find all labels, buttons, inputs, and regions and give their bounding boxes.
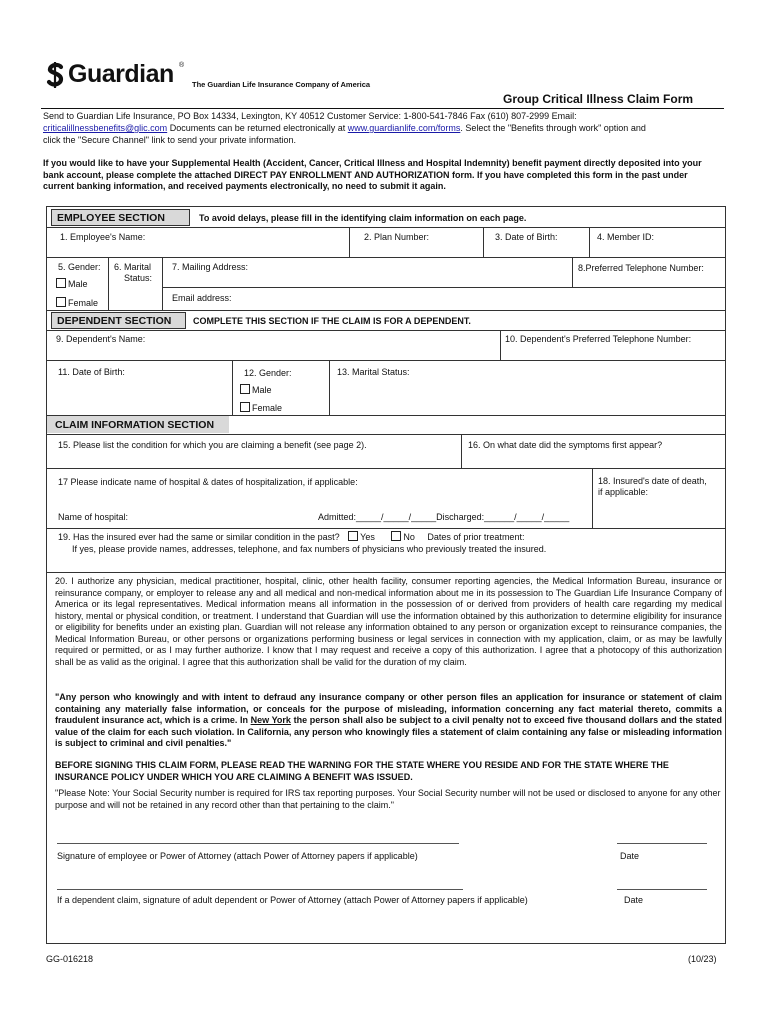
checkbox-icon[interactable]: [240, 402, 250, 412]
row-rule: [46, 468, 726, 469]
prior-no-checkbox[interactable]: No: [391, 532, 415, 542]
admitted-discharged-line: Admitted:_____/_____/_____Discharged:______/_____/_____: [318, 512, 570, 522]
divider: [483, 227, 484, 257]
member-id-label: 4. Member ID:: [597, 232, 655, 242]
secure-channel-text: click the "Secure Channel" link to send your private information.: [43, 135, 297, 145]
female-label: Female: [68, 298, 99, 308]
condition-label: 15. Please list the condition for which you are claiming a benefit (see page 2).: [58, 440, 367, 450]
logo-registered: ®: [179, 62, 185, 69]
checkbox-icon[interactable]: [56, 278, 66, 288]
prior-yes-checkbox[interactable]: Yes: [348, 532, 375, 542]
row-rule: [46, 434, 726, 435]
date-label: Date: [620, 851, 640, 861]
female-checkbox[interactable]: [56, 297, 98, 308]
divider: [108, 257, 109, 310]
gender-label: 5. Gender:: [58, 262, 101, 272]
dependent-gender-label: 12. Gender:: [244, 368, 292, 378]
employee-section-note: To avoid delays, please fill in the identifying claim information on each page.: [199, 213, 527, 223]
dependent-name-label: 9. Dependent's Name:: [56, 334, 146, 344]
claim-section-header: [47, 416, 229, 433]
checkbox-icon[interactable]: [56, 297, 66, 307]
date-line[interactable]: [617, 889, 707, 890]
dependent-section-title: DEPENDENT SECTION: [57, 315, 172, 327]
dependent-marital-label: 13. Marital Status:: [337, 367, 410, 377]
employee-section-title: EMPLOYEE SECTION: [57, 212, 165, 224]
logo-wordmark: Guardian: [68, 60, 174, 88]
claim-section-title: CLAIM INFORMATION SECTION: [55, 419, 215, 431]
dependent-section-note: COMPLETE THIS SECTION IF THE CLAIM IS FOR A DEPENDENT.: [193, 316, 471, 326]
claim-email-link[interactable]: criticalillnessbenefits@glic.com: [43, 123, 168, 133]
plan-number-label: 2. Plan Number:: [364, 232, 430, 242]
marital-status-label: 6. Marital Status:: [114, 262, 153, 283]
dependent-phone-label: 10. Dependent's Preferred Telephone Number:: [505, 334, 692, 344]
send-to-line: Send to Guardian Life Insurance, PO Box 14334, Lexington, KY 40512 Customer Service: 1-800-541-7846 Fax (610) 807-2999 Email:: [43, 111, 577, 121]
divider: [461, 434, 462, 468]
dependent-signature-line[interactable]: [57, 889, 463, 890]
date-line[interactable]: [617, 843, 707, 844]
death-date-label: 18. Insured's date of death, if applicable:: [598, 476, 707, 497]
state-warning: BEFORE SIGNING THIS CLAIM FORM, PLEASE READ THE WARNING FOR THE STATE WHERE YOU RESIDE AND FOR THE STATE WHERE THE INSURANCE POLICY UNDER WHICH YOU ARE CLAIMING A BENEFIT WAS ISSUED.: [55, 760, 669, 782]
male-checkbox[interactable]: [56, 278, 88, 289]
male-label: Male: [68, 279, 88, 289]
row-rule: [46, 360, 726, 361]
row-rule: [46, 528, 726, 529]
dependent-female-checkbox[interactable]: [240, 402, 282, 413]
guardian-logo-icon: [46, 62, 66, 88]
employee-signature-line[interactable]: [57, 843, 459, 844]
checkbox-icon[interactable]: [240, 384, 250, 394]
row-rule: [46, 227, 726, 228]
forms-link[interactable]: www.guardianlife.com/forms: [347, 123, 461, 133]
intro-line-2: [43, 123, 646, 133]
prior-treatment-label: Dates of prior treatment:: [427, 532, 525, 542]
title-rule: [41, 108, 724, 109]
employee-section-header: [51, 209, 190, 226]
ssn-note: "Please Note: Your Social Security number is required for IRS tax reporting purposes. Your Social Security number will not be used or disclosed to anyone for any other purpose and will not be retained in any record other than that pertaining to the claim.": [55, 788, 721, 810]
row-rule: [46, 572, 726, 573]
divider: [232, 360, 233, 415]
direct-deposit-notice: If you would like to have your Supplemental Health (Accident, Cancer, Critical Illness and Hospital Indemnity) benefit payment directly deposited into your bank account, please complete the attached DIRECT PAY ENROLLMENT AND AUTHORIZATION form. If you have completed this form in the past under current banking information, and received payments electronically, no need to submit it again.: [43, 158, 702, 191]
dependent-signature-label: If a dependent claim, signature of adult dependent or Power of Attorney (attach Power of Attorney papers if applicable): [57, 895, 528, 905]
employee-name-label: 1. Employee's Name:: [60, 232, 146, 242]
row-rule: [162, 287, 726, 288]
company-name: The Guardian Life Insurance Company of America: [192, 80, 371, 89]
dependent-male-checkbox[interactable]: [240, 384, 272, 395]
hospital-dates-label: 17 Please indicate name of hospital & dates of hospitalization, if applicable:: [58, 477, 358, 487]
hospital-name-label: Name of hospital:: [58, 512, 129, 522]
male-label: Male: [252, 385, 272, 395]
dependent-section-header: [51, 312, 186, 329]
form-version: (10/23): [688, 954, 717, 964]
divider: [329, 360, 330, 415]
dependent-dob-label: 11. Date of Birth:: [58, 367, 125, 377]
divider: [500, 330, 501, 360]
divider: [592, 468, 593, 528]
female-label: Female: [252, 403, 283, 413]
fraud-warning: "Any person who knowingly and with intent to defraud any insurance company or other person files an application for insurance or statement of claim containing any materially false information, or conceals for the purpose of misleading, information concerning any fact material thereto, commits a fraudulent insurance act, which is a crime. In New York the person shall also be subject to a civil penalty not to exceed five thousand dollars and the stated value of the claim for each such violation. In California, any person who knowingly files a statement of claim containing any false or misleading information is subject to criminal and civil penalties.": [55, 692, 723, 748]
row-rule: [46, 310, 726, 311]
mailing-address-label: 7. Mailing Address:: [172, 262, 249, 272]
checkbox-icon[interactable]: [348, 531, 358, 541]
divider: [589, 227, 590, 257]
checkbox-icon[interactable]: [391, 531, 401, 541]
docs-text: Documents can be returned electronically at: [167, 123, 348, 133]
date-label: Date: [624, 895, 644, 905]
form-title: Group Critical Illness Claim Form: [503, 92, 694, 106]
select-text: . Select the "Benefits through work" option and: [460, 123, 646, 133]
row-rule: [46, 257, 726, 258]
authorization-text: 20. I authorize any physician, medical practitioner, hospital, clinic, other health facility, consumer reporting agencies, the Medical Information Bureau, insurance or reinsurance company, or employer to release any and all medical and non-medical information about me in its possession to The Guardian Life Insurance Company of America or its legal representatives. Medical information means all information in the possession of or derived from providers of health care regarding my medical history, mental or physical condition, or treatment. I understand that Guardian will use the information obtained by this authorization to determine eligibility for insurance or eligibility for benefits under an existing plan. Guardian will not release any information obtained to any person or organization except to reinsurance companies, the Medical Information Bureau, or other persons or organizations performing business or legal services in connection with my application, claim, or as may be lawfully required or permitted, or as I may further authorize. I know that I may request and receive a copy of this authorization. I agree that a photocopy of this authorization shall be as valid as the original. I agree that this authorization shall be valid for the duration of my claim.: [55, 576, 722, 667]
divider: [349, 227, 350, 257]
physicians-instruction: If yes, please provide names, addresses, telephone, and fax numbers of physicians who previously treated the insured.: [72, 544, 547, 554]
divider: [572, 257, 573, 287]
phone-label: 8.Preferred Telephone Number:: [578, 263, 704, 273]
row-rule: [46, 330, 726, 331]
employee-signature-label: Signature of employee or Power of Attorney (attach Power of Attorney papers if applicable): [57, 851, 418, 861]
divider: [162, 257, 163, 310]
symptoms-date-label: 16. On what date did the symptoms first appear?: [468, 440, 663, 450]
employee-dob-label: 3. Date of Birth:: [495, 232, 558, 242]
email-address-label: Email address:: [172, 293, 232, 303]
form-id: GG-016218: [46, 954, 94, 964]
prior-condition-question: 19. Has the insured ever had the same or similar condition in the past? Yes No Dates of prior treatment:: [58, 532, 525, 542]
